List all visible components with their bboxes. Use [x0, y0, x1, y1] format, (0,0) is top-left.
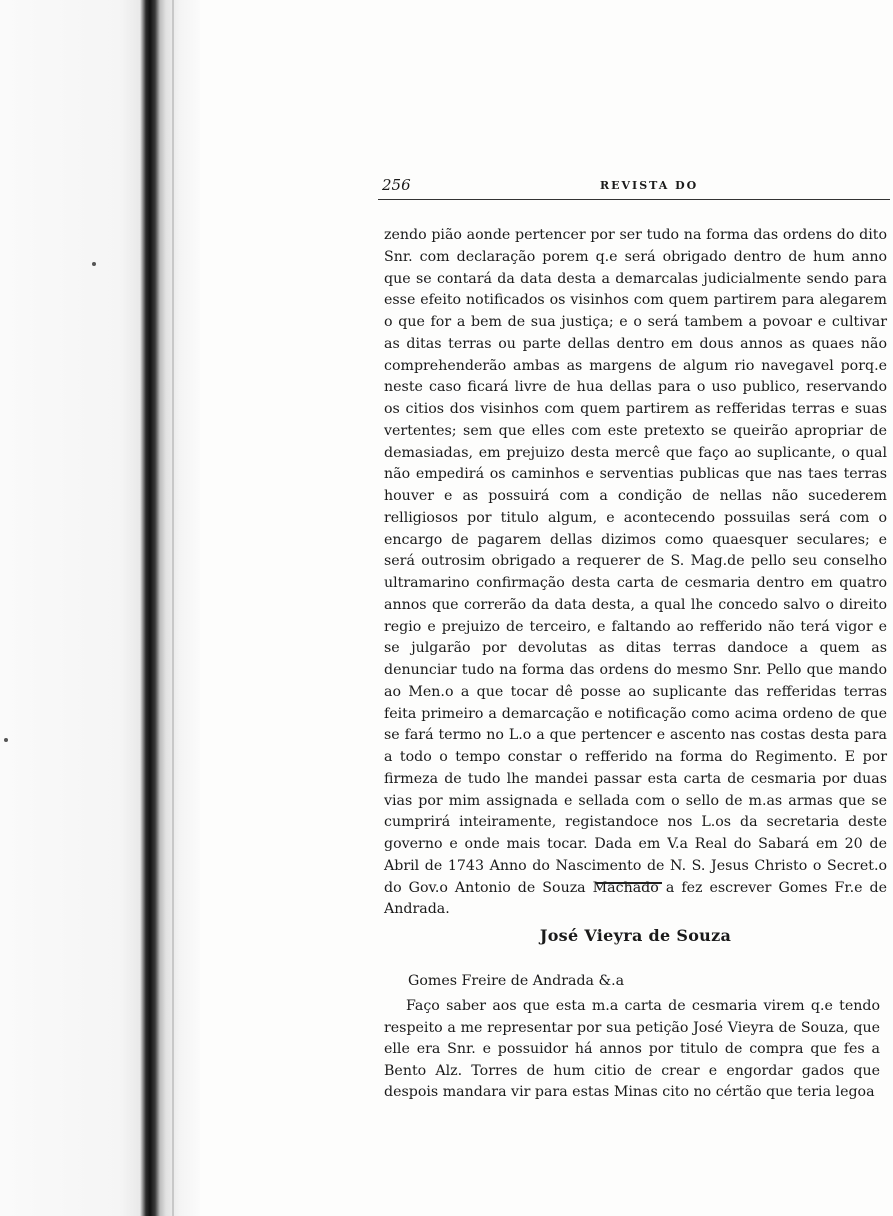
- running-head: [378, 176, 888, 198]
- section-divider: [596, 882, 662, 884]
- page-number: 256: [382, 176, 411, 194]
- header-rule: [378, 199, 890, 200]
- section-paragraph: Faço saber aos que esta m.a carta de cesmaria virem q.e tendo respeito a me representar por sua petição José Vieyra de Souza, que elle era Snr. e possuidor há annos por titulo de compra que fes a Bento Alz. Torres de hum citio de crear e engordar gados que despois mandara vir para estas Minas cito no cértão que teria legoa: [384, 998, 880, 1100]
- gutter-line: [172, 0, 174, 1216]
- speck: [92, 262, 96, 266]
- binding-gutter: [0, 0, 200, 1216]
- body-paragraph: zendo pião aonde pertencer por ser tudo na forma das ordens do dito Snr. com declaração porem q.e será obrigado dentro de hum anno que se contará da data desta a demarcalas judicialmente sendo para esse efeito notificados os visinhos com quem partirem para alegarem o que for a bem de sua justiça; e o será tambem a povoar e cultivar as ditas terras ou parte dellas dentro em dous annos as quaes não comprehenderão ambas as margens de algum rio navegavel porq.e neste caso ficará livre de hua dellas para o uso publico, reservando os citios dos visinhos com quem partirem as refferidas terras e suas vertentes; sem que elles com este pretexto se queirão apropriar de demasiadas, em prejuizo desta mercê que faço ao suplicante, o qual não empedirá os caminhos e serventias publicas que nas taes terras houver e as possuirá com a condição de nellas não sucederem relligiosos por titulo algum, e acontecendo possuilas será com o encargo de pagarem dellas dizimos como quaesquer seculares; e será outrosim obrigado a requerer de S. Mag.de pello seu conselho ultramarino confirmação desta carta de cesmaria dentro em quatro annos que correrão da data desta, a qual lhe concedo salvo o direito regio e prejuizo de terceiro, e faltando ao refferido não terá vigor e se julgarão por devolutas as ditas terras dandoce a quem as denunciar tudo na forma das ordens do mesmo Snr. Pello que mando ao Men.o a que tocar dê posse ao suplicante das refferidas terras feita primeiro a demarcação e notificação como acima ordeno de que se fará termo no L.o a que pertencer e asсento nas costas desta para a todo o tempo constar o refferido na forma do Regimento. E por firmeza de tudo lhe mandei passar esta carta de cesmaria por duas vias por mim assignada e sellada com o sello de m.as armas que se cumprirá inteiramente, registandoce nos L.os da secretaria deste governo e onde mais tocar. Dada em V.a Real do Sabará em 20 de Abril de 1743 Anno do Nascimento de N. S. Jesus Christo o Secret.o do Gov.o Antonio de Souza Machado a fez escrever Gomes Fr.e de Andrada.: [384, 227, 887, 918]
- salutation: Gomes Freire de Andrada &.a: [408, 973, 625, 989]
- running-title: REVISTA DO: [600, 179, 699, 192]
- speck: [4, 738, 8, 742]
- section-title: José Vieyra de Souza: [539, 926, 732, 945]
